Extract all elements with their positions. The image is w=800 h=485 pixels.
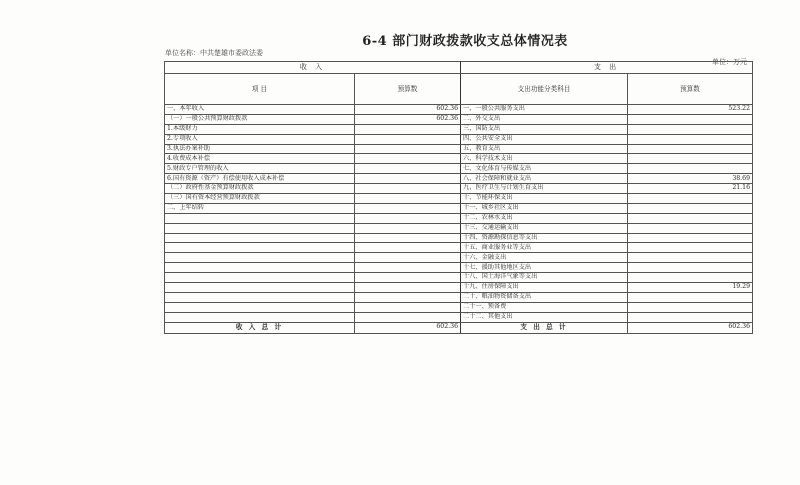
table-row xyxy=(165,233,753,243)
income-value-cell xyxy=(355,312,461,322)
income-item-cell xyxy=(165,302,355,312)
expense-item-cell: 十八、国土海洋气象等支出 xyxy=(461,273,628,283)
table-row xyxy=(165,164,753,174)
expense-item-cell: 十、节能环保支出 xyxy=(461,194,628,204)
table-row xyxy=(165,114,753,124)
expense-value-cell xyxy=(628,253,753,263)
income-value-cell xyxy=(355,243,461,253)
income-value-cell xyxy=(355,233,461,243)
expense-item-cell: 二、外交支出 xyxy=(461,114,628,124)
income-item-cell xyxy=(165,312,355,322)
income-value-cell xyxy=(355,164,461,174)
expense-item-cell: 三、国防支出 xyxy=(461,124,628,134)
income-value-cell xyxy=(355,203,461,213)
income-value-cell xyxy=(355,144,461,154)
income-value-cell xyxy=(355,184,461,194)
income-item-cell: 4.收费成本补偿 xyxy=(165,154,355,164)
expense-item-cell: 十七、援助其他地区支出 xyxy=(461,263,628,273)
income-section-header: 收 入 xyxy=(165,62,461,74)
func-class-column-header: 支出功能分类科目 xyxy=(461,74,628,105)
expense-value-cell xyxy=(628,223,753,233)
income-value-cell xyxy=(355,263,461,273)
item-column-header: 项 目 xyxy=(165,74,355,105)
income-item-cell: （二）政府性基金预算财政拨款 xyxy=(165,184,355,194)
income-item-cell xyxy=(165,223,355,233)
expense-item-cell: 七、文化体育与传媒支出 xyxy=(461,164,628,174)
income-budget-column-header: 预算数 xyxy=(355,74,461,105)
expense-value-cell xyxy=(628,263,753,273)
money-unit: 单位：万元 xyxy=(712,58,747,66)
expense-item-cell: 八、社会保障和就业支出 xyxy=(461,174,628,184)
income-item-cell xyxy=(165,243,355,253)
table-row xyxy=(165,174,753,184)
table-row xyxy=(165,194,753,204)
table-row xyxy=(165,243,753,253)
income-value-cell xyxy=(355,174,461,184)
expense-item-cell: 六、科学技术支出 xyxy=(461,154,628,164)
expense-item-cell: 十二、农林水支出 xyxy=(461,213,628,223)
table-row xyxy=(165,312,753,322)
income-value-cell xyxy=(355,124,461,134)
expense-item-cell: 一、一般公共服务支出 xyxy=(461,105,628,115)
expense-value-cell: 523.22 xyxy=(628,105,753,115)
income-item-cell: 2.专项收入 xyxy=(165,134,355,144)
table-row xyxy=(165,302,753,312)
budget-table xyxy=(164,61,753,334)
income-item-cell: 1.本级财力 xyxy=(165,124,355,134)
income-item-cell: （三）国有资本经营预算财政拨款 xyxy=(165,194,355,204)
income-value-cell xyxy=(355,213,461,223)
expense-value-cell xyxy=(628,243,753,253)
table-row xyxy=(165,144,753,154)
income-item-cell: 6.国有资源（资产）有偿使用收入成本补偿 xyxy=(165,174,355,184)
expense-item-cell: 十九、住房保障支出 xyxy=(461,283,628,293)
expense-value-cell xyxy=(628,194,753,204)
income-item-cell xyxy=(165,273,355,283)
expense-value-cell xyxy=(628,114,753,124)
expense-item-cell: 十四、资源勘探信息等支出 xyxy=(461,233,628,243)
expense-value-cell xyxy=(628,312,753,322)
unit-name: 单位名称：中共楚雄市委政法委 xyxy=(165,49,263,57)
expense-item-cell: 十一、城乡社区支出 xyxy=(461,203,628,213)
income-value-cell xyxy=(355,273,461,283)
expense-value-cell xyxy=(628,203,753,213)
income-item-cell: 一、本年收入 xyxy=(165,105,355,115)
expense-total-value: 602.36 xyxy=(628,322,753,333)
table-row xyxy=(165,184,753,194)
table-row xyxy=(165,253,753,263)
income-value-cell xyxy=(355,194,461,204)
expense-value-cell: 38.69 xyxy=(628,174,753,184)
expense-value-cell xyxy=(628,273,753,283)
expense-item-cell: 十三、交通运输支出 xyxy=(461,223,628,233)
expense-item-cell: 二十、粮油物资储备支出 xyxy=(461,292,628,302)
table-row xyxy=(165,283,753,293)
income-item-cell: 二、上年结转 xyxy=(165,203,355,213)
expense-item-cell: 四、公共安全支出 xyxy=(461,134,628,144)
income-item-cell xyxy=(165,233,355,243)
income-item-cell xyxy=(165,292,355,302)
income-value-cell xyxy=(355,154,461,164)
income-value-cell xyxy=(355,302,461,312)
header-row-sections xyxy=(165,62,753,74)
table-row xyxy=(165,213,753,223)
table-row xyxy=(165,292,753,302)
table-row xyxy=(165,273,753,283)
income-total-value: 602.36 xyxy=(355,322,461,333)
expense-value-cell xyxy=(628,302,753,312)
expense-value-cell xyxy=(628,144,753,154)
expense-item-cell: 二十二、其他支出 xyxy=(461,312,628,322)
income-value-cell: 602.36 xyxy=(355,114,461,124)
income-item-cell: 3.执法办案补助 xyxy=(165,144,355,154)
income-total-label: 收 入 总 计 xyxy=(165,322,355,333)
income-value-cell xyxy=(355,283,461,293)
expense-item-cell: 十五、商业服务业等支出 xyxy=(461,243,628,253)
table-row xyxy=(165,105,753,115)
income-value-cell xyxy=(355,253,461,263)
expense-value-cell xyxy=(628,213,753,223)
income-item-cell xyxy=(165,263,355,273)
expense-value-cell xyxy=(628,233,753,243)
page-title: 6-4 部门财政拨款收支总体情况表 xyxy=(362,34,568,49)
expense-total-label: 支 出 总 计 xyxy=(461,322,628,333)
expense-value-cell: 19.29 xyxy=(628,283,753,293)
table-row xyxy=(165,223,753,233)
expense-item-cell: 九、医疗卫生与计划生育支出 xyxy=(461,184,628,194)
expense-budget-column-header: 预算数 xyxy=(628,74,753,105)
income-item-cell: 5.财政专户管理的收入 xyxy=(165,164,355,174)
table-row xyxy=(165,263,753,273)
table-row xyxy=(165,203,753,213)
table-row xyxy=(165,154,753,164)
income-value-cell xyxy=(355,134,461,144)
header-row-columns xyxy=(165,74,753,105)
income-value-cell xyxy=(355,223,461,233)
income-value-cell: 602.36 xyxy=(355,105,461,115)
expense-item-cell: 十六、金融支出 xyxy=(461,253,628,263)
expense-item-cell: 二十一、预备费 xyxy=(461,302,628,312)
income-item-cell xyxy=(165,253,355,263)
expense-value-cell xyxy=(628,134,753,144)
table-row xyxy=(165,124,753,134)
expense-value-cell xyxy=(628,124,753,134)
expense-value-cell xyxy=(628,164,753,174)
expense-section-header: 支 出 xyxy=(461,62,753,74)
totals-row xyxy=(165,322,753,333)
income-item-cell: （一）一般公共预算财政拨款 xyxy=(165,114,355,124)
expense-value-cell xyxy=(628,154,753,164)
table-row xyxy=(165,134,753,144)
income-value-cell xyxy=(355,292,461,302)
expense-item-cell: 五、教育支出 xyxy=(461,144,628,154)
income-item-cell xyxy=(165,213,355,223)
expense-value-cell xyxy=(628,292,753,302)
income-item-cell xyxy=(165,283,355,293)
expense-value-cell: 21.16 xyxy=(628,184,753,194)
